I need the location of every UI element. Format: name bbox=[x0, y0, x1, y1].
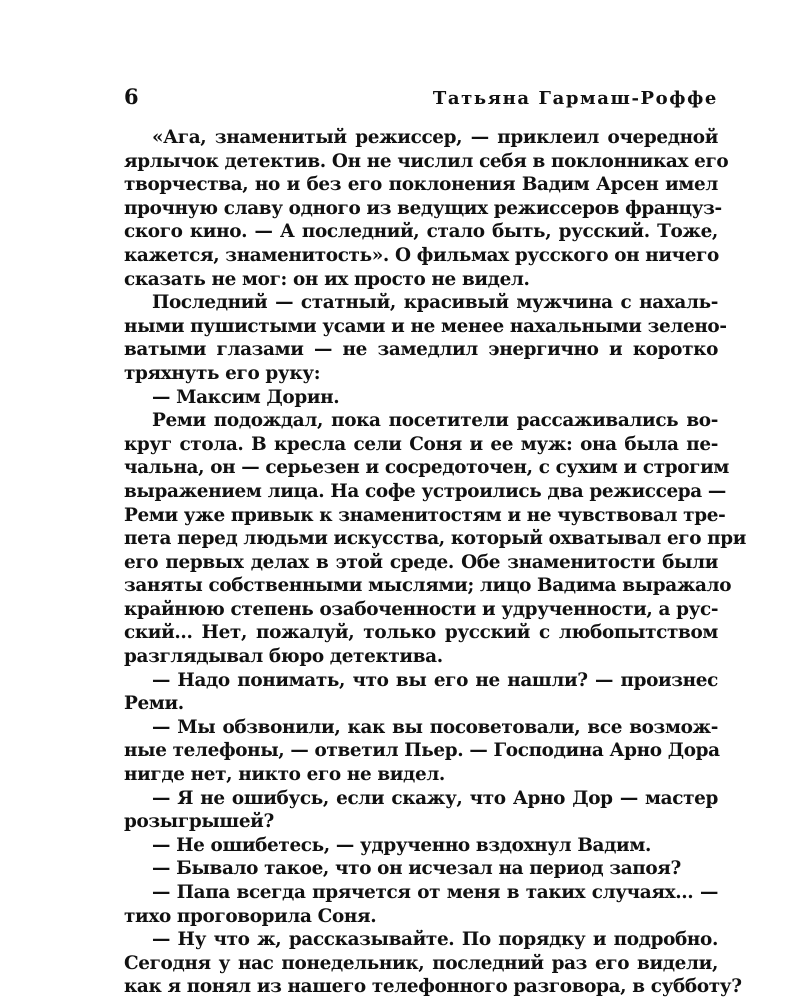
text-line: заняты собственными мыслями; лицо Вадима выражало bbox=[124, 575, 732, 597]
text-line: — Я не ошибусь, если скажу, что Арно Дор — мастер bbox=[152, 787, 718, 809]
text-line: Реми. bbox=[124, 693, 184, 715]
text-line: — Максим Дорин. bbox=[152, 386, 340, 408]
page-number: 6 bbox=[124, 84, 139, 109]
text-line: — Папа всегда прячется от меня в таких случаях... — bbox=[152, 882, 718, 903]
text-line: — Мы обзвонили, как вы посоветовали, все возмож- bbox=[152, 716, 718, 738]
body-text bbox=[124, 126, 747, 999]
text-line: ные телефоны, — ответил Пьер. — Господина Арно Дора bbox=[124, 740, 720, 762]
text-line: — Не ошибетесь, — удрученно вздохнул Вадим. bbox=[152, 834, 651, 856]
text-line: пета перед людьми искусства, который охватывал его при bbox=[124, 528, 747, 550]
text-line: нигде нет, никто его не видел. bbox=[124, 764, 445, 786]
text-line: ватыми глазами — не замедлил энергично и коротко bbox=[124, 339, 718, 361]
text-line: розыгрышей? bbox=[124, 811, 274, 833]
text-line: круг стола. В кресла сели Соня и ее муж: она была пе- bbox=[124, 433, 718, 455]
page-header bbox=[124, 84, 718, 118]
text-line: крайнюю степень озабоченности и удрученности, а рус- bbox=[124, 598, 719, 620]
text-line: Последний — статный, красивый мужчина с нахаль- bbox=[152, 292, 718, 314]
running-title: Татьяна Гармаш-Роффе bbox=[432, 88, 718, 109]
text-line: творчества, но и без его поклонения Вадим Арсен имел bbox=[124, 174, 718, 196]
text-line: выражением лица. На софе устроились два режиссера — bbox=[124, 480, 726, 502]
text-line: сказать не мог: он их просто не видел. bbox=[124, 268, 530, 290]
text-line: ского кино. — А последний, стало быть, русский. Тоже, bbox=[124, 221, 718, 243]
text-line: чальна, он — серьезен и сосредоточен, с сухим и строгим bbox=[124, 457, 729, 479]
text-line: — Ну что ж, рассказывайте. По порядку и подробно. bbox=[152, 929, 718, 951]
text-line: ярлычок детектив. Он не числил себя в поклонниках его bbox=[124, 150, 729, 172]
text-line: Реми подождал, пока посетители рассаживались во- bbox=[152, 410, 718, 432]
text-line: тихо проговорила Соня. bbox=[124, 905, 377, 927]
text-line: «Ага, знаменитый режиссер, — приклеил очередной bbox=[152, 127, 718, 148]
text-line: разглядывал бюро детектива. bbox=[124, 646, 443, 668]
text-line: прочную славу одного из ведущих режиссеров француз- bbox=[124, 197, 722, 219]
text-line: как я понял из нашего телефонного разговора, в субботу? bbox=[124, 976, 742, 998]
text-line: — Бывало такое, что он исчезал на период запоя? bbox=[152, 858, 681, 880]
text-line: ными пушистыми усами и не менее нахальными зелено- bbox=[124, 315, 727, 337]
text-line: кажется, знаменитость». О фильмах русского он ничего bbox=[124, 244, 719, 266]
text-line: Реми уже привык к знаменитостям и не чувствовал тре- bbox=[124, 504, 726, 526]
text-line: его первых делах в этой среде. Обе знаменитости были bbox=[124, 551, 718, 573]
text-line: тряхнуть его руку: bbox=[124, 362, 321, 384]
text-line: ский... Нет, пожалуй, только русский с любопытством bbox=[124, 622, 718, 644]
text-line: Сегодня у нас понедельник, последний раз его видели, bbox=[124, 952, 718, 974]
book-page bbox=[124, 84, 747, 999]
text-line: — Надо понимать, что вы его не нашли? — произнес bbox=[152, 669, 718, 691]
